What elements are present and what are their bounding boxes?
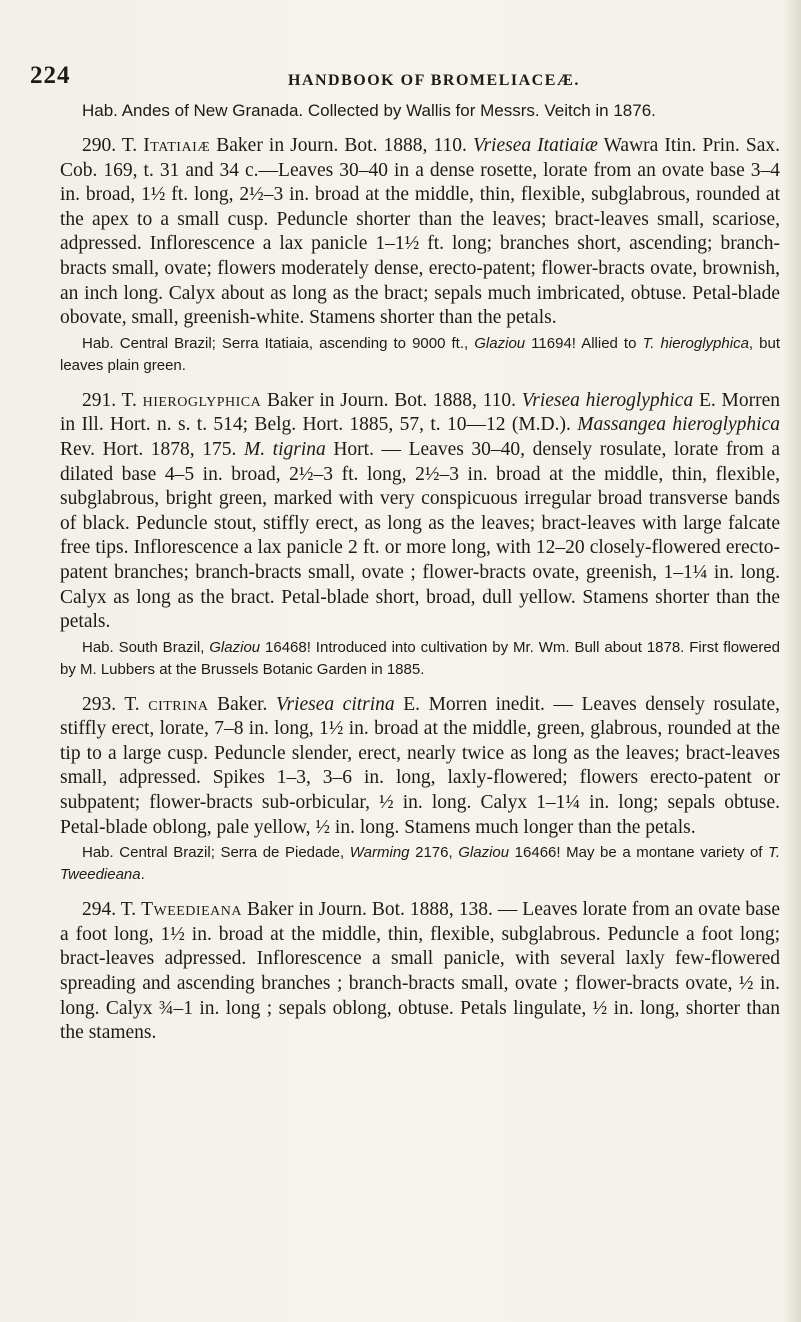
- species-name: Tweedieana: [141, 899, 242, 921]
- synonym: M. tigrina: [243, 438, 326, 460]
- description: E. Morren in Ill. Hort. n. s. t. 514; Belg. Hort. 1885, 57, t. 10—12 (M.D.).: [60, 389, 780, 436]
- synonym: Massangea hieroglyphica: [577, 414, 780, 436]
- synonym: Vriesea citrina: [276, 693, 395, 715]
- entry-number: 291. T.: [82, 389, 137, 411]
- species-name: Itatiaiæ: [143, 135, 211, 156]
- entry-293: [60, 693, 780, 841]
- habitat-text: , but leaves plain green.: [60, 334, 781, 374]
- description: E. Morren inedit. — Leaves densely rosulate, stiffly erect, lorate, 7–8 in. long, 1½ in. broad at the middle, green, glabrous, rounded at the tip to a large cusp. Peduncle slender, erect, nearly twice as long as the leaves; bract-leaves small, adpressed. Spikes 1–3, 3–6 in. long, laxly-flowered; flowers erecto-patent or subpatent; flower-bracts sub-orbicular, ½ in. long. Calyx 1–1¼ in. long; sepals obtuse. Petal-blade oblong, pale yellow, ½ in. long. Stamens much longer than the petals.: [60, 693, 781, 838]
- habitat-text: 16468! Introduced into cultivation by Mr. Wm. Bull about 1878. First flowered by M. Lubbers at the Brussels Botanic Garden in 1885.: [60, 638, 781, 678]
- habitat-text: .: [140, 866, 145, 884]
- habitat-293: [60, 842, 780, 886]
- allied-species: T. Tweedieana: [60, 844, 780, 884]
- collector: Glaziou: [209, 638, 261, 656]
- hab-intro: Hab. Andes of New Granada. Collected by Wallis for Messrs. Veitch in 1876.: [82, 101, 656, 120]
- entry-number: 294. T.: [82, 899, 137, 921]
- collector: Glaziou: [474, 334, 526, 352]
- habitat-text: 11694! Allied to: [525, 334, 643, 352]
- page-number: 224: [30, 62, 71, 89]
- description: Hort. — Leaves 30–40, densely rosulate, lorate from a dilated base 4–5 in. broad, 2½–3 ft. long, 2½–3 in. broad at the middle, thin, flexible, subglabrous, bright green, marked with very conspicuous irregular broad transverse bands of black. Peduncle stout, stiffly erect, as long as the leaves; bract-leaves with large falcate free tips. Inflorescence a lax panicle 2 ft. or more long, with 12–20 closely-flowered erecto-patent branches; branch-bracts small, ovate ; flower-bracts ovate, greenish, 1–1¼ in. long. Calyx as long as the bract. Petal-blade short, broad, dull yellow. Stamens shorter than the petals.: [60, 438, 781, 633]
- entry-number: 290. T.: [82, 135, 138, 156]
- collector: Glaziou: [458, 844, 510, 862]
- species-name: hieroglyphica: [142, 389, 262, 411]
- collector: Warming: [349, 844, 410, 862]
- description: Baker in Journ. Bot. 1888, 138. — Leaves lorate from an ovate base a foot long, 1½ in. broad at the middle, thin, flexible, subglabrous. Peduncle a foot long; bract-leaves adpressed. Inflorescence a small panicle, with several laxly few-flowered spreading and ascending branches ; branch-bracts small, ovate ; flower-bracts ovate, ½ in. long. Calyx ¾–1 in. long ; sepals oblong, obtuse. Petals lingulate, ½ in. long, shorter than the stamens.: [60, 899, 780, 1044]
- habitat-text: Hab. Central Brazil; Serra de Piedade,: [82, 844, 350, 862]
- species-name: citrina: [148, 693, 209, 715]
- habitat-291: [60, 637, 780, 681]
- citation: Baker in Journ. Bot. 1888, 110.: [210, 135, 473, 156]
- citation: Baker.: [208, 693, 276, 715]
- entry-291: [60, 389, 780, 635]
- habitat-text: 16466! May be a montane variety of: [509, 844, 769, 862]
- synonym: Vriesea hieroglyphica: [521, 389, 694, 411]
- description: Wawra Itin. Prin. Sax. Cob. 169, t. 31 and 34 c.—Leaves 30–40 in a dense rosette, lorate from an ovate base 3–4 in. broad, 1½ ft. long, 2½–3 in. broad at the middle, thin, flexible, subglabrous, rounded at the apex to a small cusp. Peduncle shorter than the leaves; bract-leaves small, scariose, adpressed. Inflorescence a lax panicle 1–1½ ft. long; branches short, ascending; branch-bracts small, ovate; flowers moderately dense, erecto-patent; flower-bracts ovate, brownish, an inch long. Calyx about as long as the bract; sepals much imbricated, obtuse. Petal-blade obovate, small, greenish-white. Stamens shorter than the petals.: [60, 135, 780, 329]
- text-block: [60, 100, 780, 1048]
- running-head: HANDBOOK OF BROMELIACEÆ.: [288, 72, 580, 89]
- habitat-290: [60, 333, 780, 377]
- page-edge-shadow: [783, 0, 801, 1322]
- entry-290: [60, 134, 780, 331]
- allied-species: T. hieroglyphica: [642, 334, 749, 352]
- citation: Baker in Journ. Bot. 1888, 110.: [261, 389, 522, 411]
- synonym: Vriesea Itatiaiæ: [472, 135, 598, 156]
- habitat-text: Hab. South Brazil,: [82, 638, 210, 656]
- entry-294: [60, 898, 780, 1046]
- description: Rev. Hort. 1878, 175.: [60, 438, 244, 460]
- habitat-text: Hab. Central Brazil; Serra Itatiaia, ascending to 9000 ft.,: [82, 334, 475, 352]
- entry-number: 293. T.: [82, 693, 140, 715]
- habitat-text: 2176,: [409, 844, 459, 862]
